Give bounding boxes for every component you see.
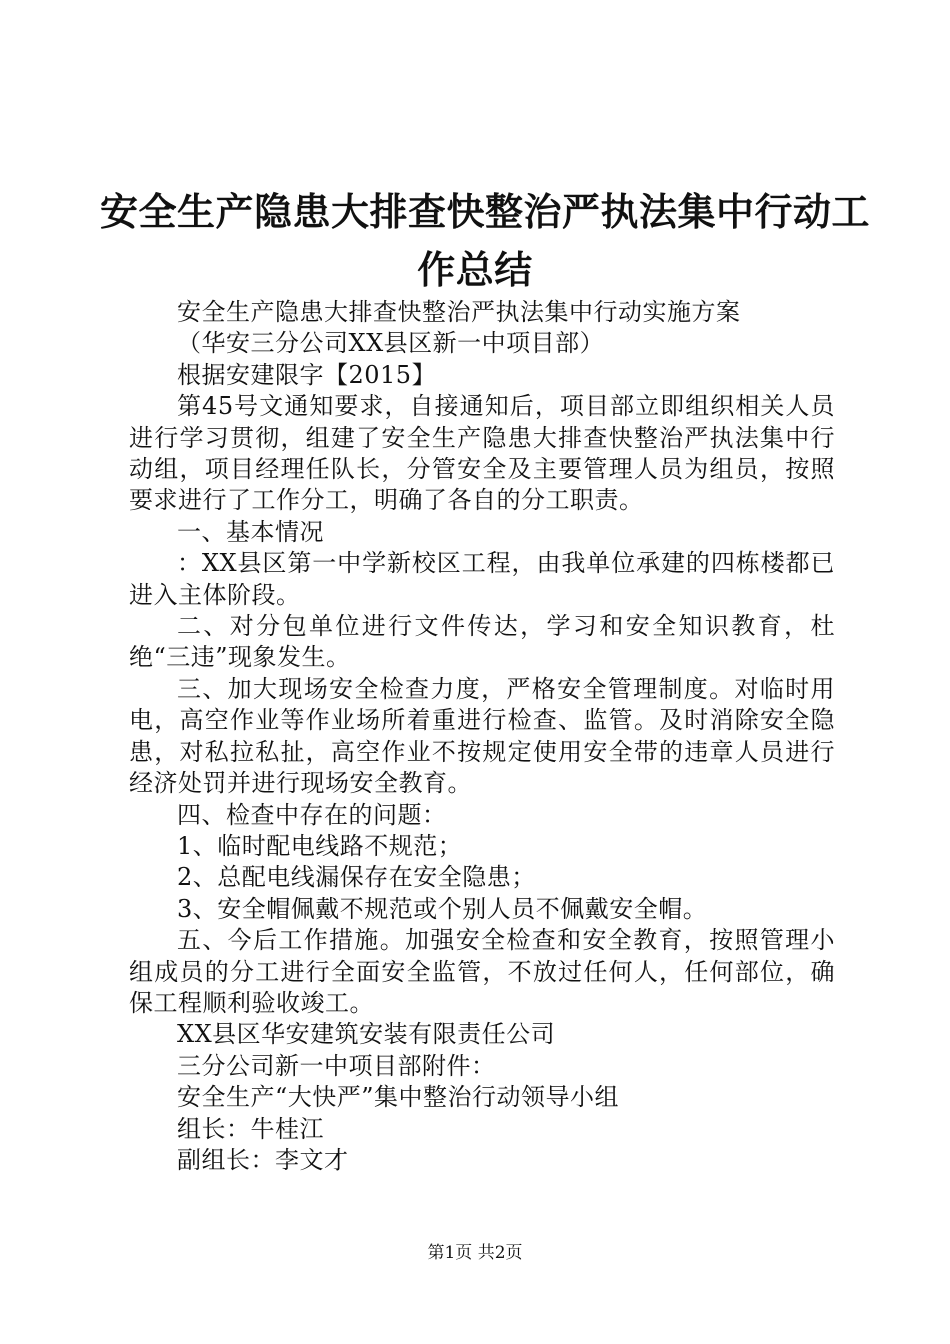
document-body <box>129 297 835 1176</box>
list-item-problem-3: 3、安全帽佩戴不规范或个别人员不佩戴安全帽。 <box>177 894 708 923</box>
section-heading-basic-situation: 一、基本情况 <box>177 517 324 546</box>
paragraph-document-reference: 根据安建限字【2015】 <box>177 360 437 389</box>
leadership-group-title: 安全生产“大快严”集中整治行动领导小组 <box>177 1083 620 1112</box>
section-heading-problems: 四、检查中存在的问题： <box>177 800 447 829</box>
page-number-footer: 第1页 共2页 <box>427 1243 523 1263</box>
paragraph-notice: 第45号文通知要求，自接通知后，项目部立即组织相关人员进行学习贯彻，组建了安全生产隐患大排查快整治严执法集中行动组，项目经理任队长，分管安全及主要管理人员为组员，按照要求进行了工作分工，明确了各自的分工职责。 <box>129 392 835 515</box>
deputy-group-leader: 副组长：李文才 <box>177 1145 349 1174</box>
paragraph-section-3: 三、加大现场安全检查力度，严格安全管理制度。对临时用电，高空作业等作业场所着重进行检查、监管。及时消除安全隐患，对私拉私扯，高空作业不按规定使用安全带的违章人员进行经济处罚并进行现场安全教育。 <box>129 674 835 798</box>
document-title-line-1: 安全生产隐患大排查快整治严执法集中行动工 <box>100 190 871 234</box>
paragraph-section-2: 二、对分包单位进行文件传达，学习和安全知识教育，杜绝“三违”现象发生。 <box>129 612 835 672</box>
attachment-label: 三分公司新一中项目部附件： <box>177 1051 496 1080</box>
group-leader: 组长：牛桂江 <box>177 1114 324 1143</box>
list-item-problem-1: 1、临时配电线路不规范； <box>177 831 463 860</box>
paragraph-project-department: （华安三分公司XX县区新一中项目部） <box>177 329 605 358</box>
paragraph-plan-title: 安全生产隐患大排查快整治严执法集中行动实施方案 <box>177 298 741 326</box>
paragraph-basic-situation: ：XX县区第一中学新校区工程，由我单位承建的四栋楼都已进入主体阶段。 <box>129 549 835 609</box>
company-name: XX县区华安建筑安装有限责任公司 <box>177 1020 556 1049</box>
document-title-line-2: 作总结 <box>417 248 533 292</box>
paragraph-section-5: 五、今后工作措施。加强安全检查和安全教育，按照管理小组成员的分工进行全面安全监管，不放过任何人，任何部位，确保工程顺利验收竣工。 <box>129 926 835 1017</box>
list-item-problem-2: 2、总配电线漏保存在安全隐患； <box>177 863 536 892</box>
